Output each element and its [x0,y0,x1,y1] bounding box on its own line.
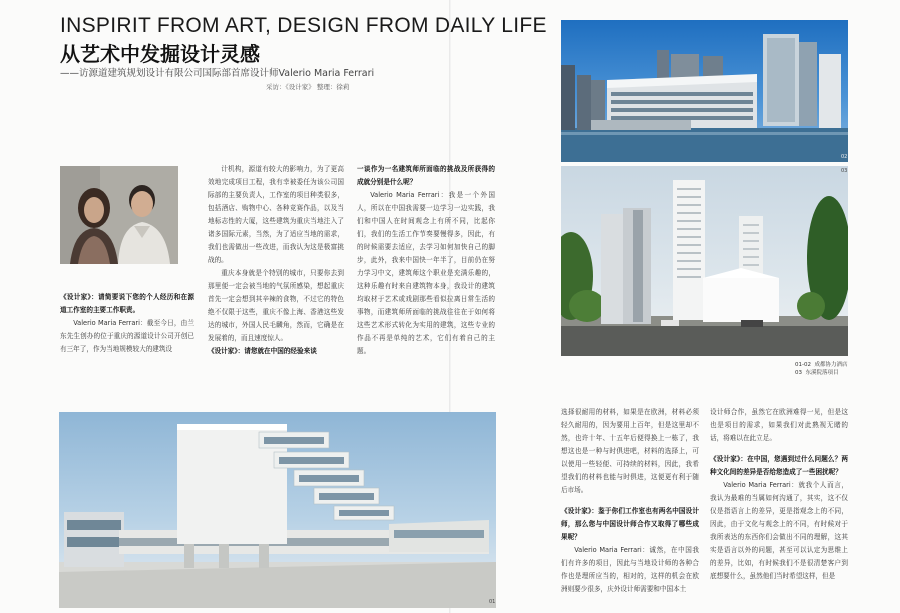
figure-number-03: 03 [841,168,848,174]
body-paragraph: 设计师合作，虽然它在欧洲难得一见，但是这也是项目的需求，如果我们对此熟视无睹的话，将难以在此立足。 [710,408,848,442]
question-paragraph: 《设计家》：请简要说下您的个人经历和在源道工作室的主要工作职责。 [60,293,194,314]
text-column-2 [208,163,344,373]
rendering-01-illustration [59,412,496,608]
figure-caption: 01-02 成都协力酒店 03 东溪院落项目 [795,362,848,376]
text-column-4 [561,406,699,613]
portrait-photo [60,166,178,264]
question-paragraph: 《设计家》：鉴于你们工作室也有两名中国设计师，那么您与中国设计师合作又取得了哪些成果呢？ [561,507,699,541]
building-rendering-03 [561,166,848,356]
question-paragraph: 《设计家》：在中国，您遇到过什么问题么？两种文化间的差异是否给您造成了一些困扰呢？ [710,455,848,476]
text-column-5 [710,406,848,613]
figure-number-02: 02 [841,154,848,160]
answer-paragraph: Valerio Maria Ferrari：我是一个外国人，所以在中国我需要一边学习一边实践，我们和中国人在时间观念上有所不同，比起你们，我们的生活工作节奏要慢得多，因此，有的时候需要去适应，去学习如何加快自己的脚步，此外，我来中国快一年半了，目前仍在努力学习中文，建筑师这个职业是充满乐趣的，这种乐趣有时来自建筑物本身，我设计的建筑均取材于艺术或戏剧那些看似拉离日常生活的事物，而建筑师所面临的挑战往往在于如何将这些艺术形式转化为实用的建筑，这些专业的作品不再是单纯的艺术，它们有着自己的主题。 [357,191,495,355]
question-paragraph: 一谈作为一名建筑师所面临的挑战及所获得的成就分别是什么呢？ [357,165,495,186]
answer-paragraph: Valerio Maria Ferrari：就我个人而言，我认为最难的当属如何沟通了，其实，这不仅仅是指语言上的差异，更是指观念上的不同，因此，由于文化与观念上的不同，有时候对于我所表达的东西你们会做出不同的理解，这其实是语言以外的问题，甚至可以认定为思维上的差异，比如，有时候我们不是很清楚客户到底想要什么，虽然他们当时希望这样，但是 [710,481,848,580]
article-title-cn: 从艺术中发掘设计灵感 [60,42,260,66]
answer-paragraph: Valerio Maria Ferrari：诚然，在中国我们有许多的项目，因此与当地设计师的各种合作也是理所应当的，相对的，这样的机会在欧洲则要少很多，庆外设计师需要和中国本土 [561,546,699,593]
article-title-en: INSPIRIT FROM ART, DESIGN FROM DAILY LIFE [60,14,547,37]
article-byline: 采访：《设计家》 整理：徐莉 [266,83,350,91]
body-paragraph: 计机构，源道有较大的影响力，为了更高效地完成项目工程，我有幸被委任为该公司国际部的主要负责人，工作室的项目种类很多，包括酒店、购物中心、各种竞赛作品，以及当地标志性的大厦，这些建筑为重庆当地注入了诸多国际元素，当然，为了适应当地的需求，我们也需做出一些改进，而我认为这是极富挑战的。 [208,165,344,264]
building-rendering-01 [59,412,496,608]
article-subtitle: ——访源道建筑规划设计有限公司国际部首席设计师Valerio Maria Ferrari [60,68,375,79]
portrait-illustration [60,166,178,264]
figure-number-01: 01 [489,599,496,605]
text-column-1 [60,291,194,371]
body-paragraph: 重庆本身就是个特别的城市，只要你去到那里便一定会被当地的气氛所感染，想起重庆首先一定会想到其辛辣的食物，不过它的特色绝不仅限于这些，重庆不像上海、香港这些发达的城市，外国人民毛麟角，然而，它确是在发展着的，而且速度惊人。 [208,269,344,342]
rendering-02-illustration [561,20,848,162]
rendering-03-illustration [561,166,848,356]
body-paragraph: 选择很耐用的材料，如果是在欧洲，材料必须轻久耐用的，因为要用上百年，但是这里却不然，也许十年、十五年后便得换上一栋了，我想这也是一种与时俱进吧，材料的选择上，可以使用一些轻便、可持续的材料，因此，我希望我们的材料也能与时俱进，这便更有利于随后市场。 [561,408,699,494]
building-rendering-02 [561,20,848,162]
question-paragraph: 《设计家》：请您就在中国的经验来谈 [208,347,317,355]
answer-paragraph: Valerio Maria Ferrari：截至今日，由兰东先生创办的位于重庆的源道设计公司开创已有三年了，作为当地规模较大的建筑设 [60,319,194,353]
text-column-3 [357,163,495,373]
